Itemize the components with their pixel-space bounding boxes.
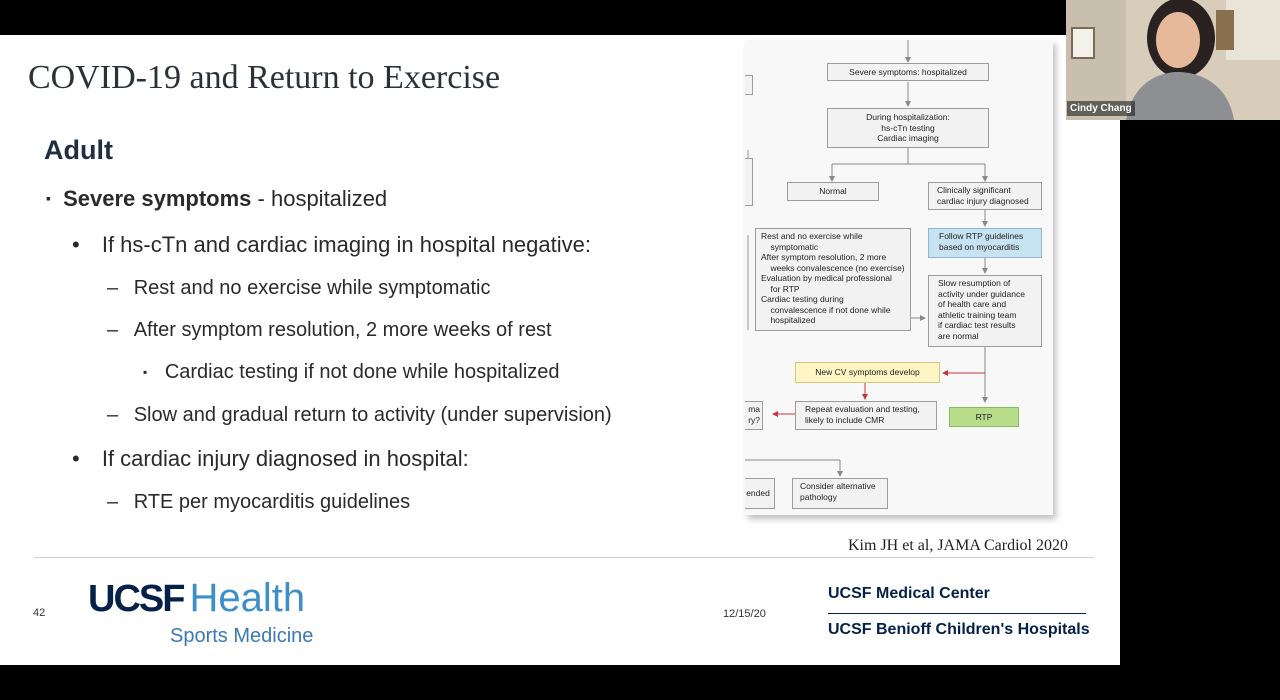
bullet-level4: ▪ Cardiac testing if not done while hospitalized bbox=[143, 361, 560, 383]
dot-bullet-icon: • bbox=[72, 446, 80, 471]
bullet-level3: – RTE per myocarditis guidelines bbox=[107, 491, 411, 513]
bullet-level1: ▪ Severe symptoms - hospitalized bbox=[46, 186, 388, 211]
citation: Kim JH et al, JAMA Cardiol 2020 bbox=[848, 537, 1068, 554]
dot-bullet-icon: • bbox=[72, 232, 80, 257]
flow-normal-box: Normal bbox=[787, 182, 879, 201]
bullet-level3: – After symptom resolution, 2 more weeks of rest bbox=[107, 319, 552, 341]
dash-bullet-icon: – bbox=[107, 319, 119, 341]
flow-repeat-eval-box: Repeat evaluation and testing, likely to include CMR bbox=[795, 401, 937, 430]
slide-date: 12/15/20 bbox=[723, 608, 766, 620]
ucsf-medical-center-logo: UCSF Medical Center bbox=[828, 585, 990, 602]
dash-bullet-icon: – bbox=[107, 491, 119, 513]
flow-rtp-box: RTP bbox=[949, 407, 1019, 427]
flow-partial-left-box: ma ry? bbox=[745, 401, 763, 430]
section-heading: Adult bbox=[44, 135, 113, 165]
flow-alternative-pathology-box: Consider alternative pathology bbox=[792, 478, 888, 509]
flowchart-figure bbox=[745, 40, 1053, 515]
square-bullet-icon: ▪ bbox=[143, 365, 148, 379]
ucsf-health-logo: UCSF Health bbox=[88, 576, 306, 620]
square-bullet-icon: ▪ bbox=[46, 190, 51, 206]
flow-severe-box: Severe symptoms: hospitalized bbox=[827, 63, 989, 81]
presentation-slide bbox=[0, 35, 1120, 665]
flow-slow-resumption-box: Slow resumption of activity under guidance of health care and athletic training team if cardiac test results are normal bbox=[928, 275, 1042, 347]
flow-partial-edge-box bbox=[745, 75, 753, 95]
bullet-level2: • If cardiac injury diagnosed in hospital: bbox=[72, 446, 469, 471]
dash-bullet-icon: – bbox=[107, 277, 119, 299]
slide-title: COVID-19 and Return to Exercise bbox=[28, 59, 501, 96]
page-number: 42 bbox=[33, 607, 46, 619]
sports-medicine-label: Sports Medicine bbox=[170, 625, 314, 647]
flow-new-cv-box: New CV symptoms develop bbox=[795, 362, 940, 383]
flow-injury-box: Clinically significant cardiac injury diagnosed bbox=[928, 182, 1042, 210]
flow-hospitalization-box: During hospitalization: hs-cTn testing Cardiac imaging bbox=[827, 108, 989, 148]
footer-divider bbox=[34, 557, 1094, 558]
affiliation-divider bbox=[828, 613, 1086, 614]
bullet-level2: • If hs-cTn and cardiac imaging in hospital negative: bbox=[72, 232, 591, 257]
flow-partial-edge-box bbox=[745, 158, 753, 206]
participant-name-label: Cindy Chang bbox=[1067, 101, 1135, 116]
flow-follow-rtp-box: Follow RTP guidelines based on myocarditis bbox=[928, 228, 1042, 258]
flow-rest-box: Rest and no exercise while symptomatic After symptom resolution, 2 more weeks convalescence (no exercise) Evaluation by medical professional for RTP Cardiac testing during convalescence if not done while hospitalized bbox=[755, 228, 911, 331]
bullet-level3: – Rest and no exercise while symptomatic bbox=[107, 277, 491, 299]
dash-bullet-icon: – bbox=[107, 404, 119, 426]
ucsf-benioff-logo: UCSF Benioff Children's Hospitals bbox=[828, 621, 1090, 638]
bullet-level3: – Slow and gradual return to activity (under supervision) bbox=[107, 404, 612, 426]
flow-partial-bottom-box: ended bbox=[745, 478, 775, 509]
